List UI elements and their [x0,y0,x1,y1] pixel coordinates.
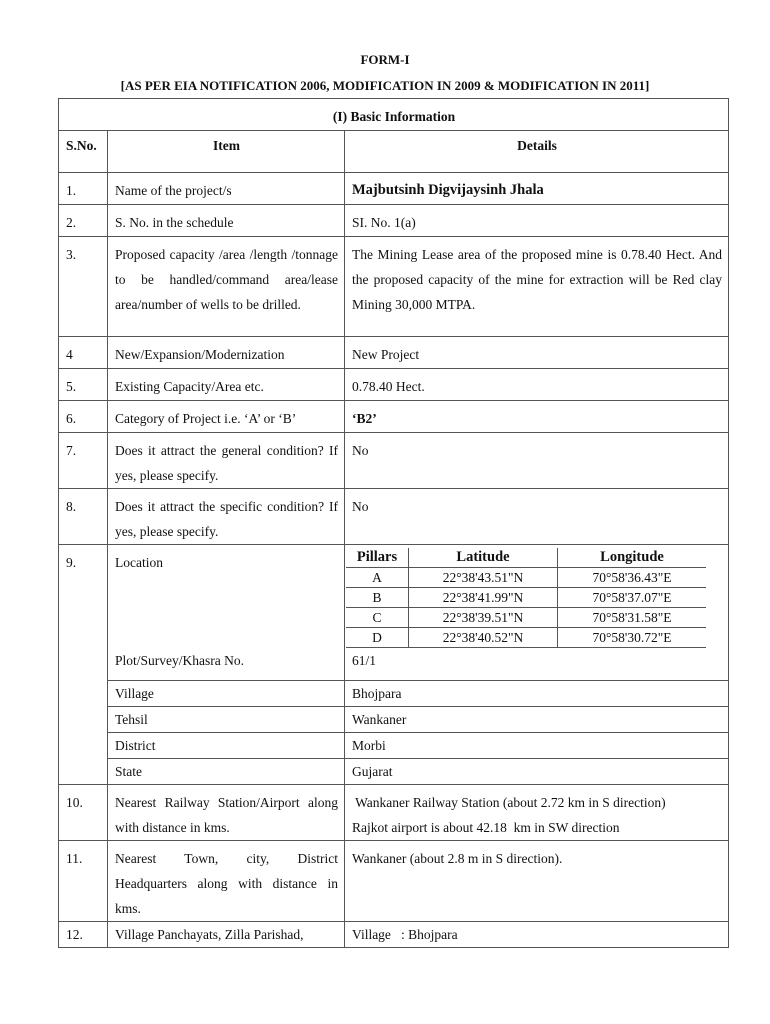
row-item: Does it attract the specific condition? If yes, please specify. [108,489,345,545]
row-sno: 8. [59,489,108,545]
row-item: Location [108,545,345,649]
row-item: Plot/Survey/Khasra No. [108,648,345,680]
pillar-latitude: 22°38'40.52"N [409,628,558,648]
row-details: Bhojpara [345,680,729,706]
header-details: Details [345,131,729,173]
row-details: New Project [345,337,729,369]
pillar-longitude: 70°58'37.07"E [558,588,707,608]
table-row [59,732,729,758]
row-sno: 7. [59,433,108,489]
row-item: Does it attract the general condition? If yes, please specify. [108,433,345,489]
row-details-cell [345,784,729,840]
form-subtitle: [AS PER EIA NOTIFICATION 2006, MODIFICATION IN 2009 & MODIFICATION IN 2011] [120,78,650,93]
row-item: District [108,732,345,758]
row-details: Gujarat [345,758,729,784]
row-item: Proposed capacity /area /length /tonnage to be handled/command area/lease area/number of wells to be drilled. [108,237,345,337]
row-sno: 5. [59,369,108,401]
row-details: SI. No. 1(a) [345,205,729,237]
pillar-label: C [346,608,409,628]
table-row [59,784,729,840]
row-sno: 9. [59,545,108,785]
table-row [59,648,729,680]
row-sno: 1. [59,173,108,205]
pillar-row [346,628,706,648]
row-item: State [108,758,345,784]
table-row [59,758,729,784]
row-sno: 4 [59,337,108,369]
table-row [59,921,729,947]
row-sno: 2. [59,205,108,237]
pillar-latitude: 22°38'43.51"N [409,568,558,588]
pillar-row [346,588,706,608]
row-details: The Mining Lease area of the proposed mine is 0.78.40 Hect. And the proposed capacity of the mine for extraction will be Red clay Mining 30,000 MTPA. [345,237,729,337]
pillar-label: D [346,628,409,648]
row-sno: 6. [59,401,108,433]
project-name: Majbutsinh Digvijaysinh Jhala [345,173,729,205]
row-sno: 12. [59,921,108,947]
table-row [59,706,729,732]
pillar-coordinates-table [346,548,706,648]
table-row [59,489,729,545]
project-category: ‘B2’ [345,401,729,433]
row-sno: 10. [59,784,108,840]
row-details: Wankaner [345,706,729,732]
row-item: Category of Project i.e. ‘A’ or ‘B’ [108,401,345,433]
table-row [59,173,729,205]
row-sno: 3. [59,237,108,337]
pillar-longitude: 70°58'30.72"E [558,628,707,648]
row-item: New/Expansion/Modernization [108,337,345,369]
row-details: Wankaner (about 2.8 m in S direction). [345,840,729,921]
row-item: Village [108,680,345,706]
table-row [59,401,729,433]
row-item: Existing Capacity/Area etc. [108,369,345,401]
header-pillars: Pillars [346,548,409,568]
table-row [59,337,729,369]
nearest-airport: Rajkot airport is about 42.18 km in SW direction [352,819,620,835]
table-row [59,433,729,489]
table-row [59,237,729,337]
row-details: 61/1 [345,648,729,680]
form-title: FORM-I [360,52,410,67]
row-item: Name of the project/s [108,173,345,205]
table-row [59,840,729,921]
header-longitude: Longitude [558,548,707,568]
header-latitude: Latitude [409,548,558,568]
header-item: Item [108,131,345,173]
row-item: Village Panchayats, Zilla Parishad, [108,921,345,947]
table-row [59,545,729,649]
pillar-longitude: 70°58'36.43"E [558,568,707,588]
row-details: No [345,433,729,489]
row-details: 0.78.40 Hect. [345,369,729,401]
row-item: Nearest Railway Station/Airport along with distance in kms. [108,784,345,840]
basic-information-table [58,98,729,948]
header-sno: S.No. [59,131,108,173]
row-details: Village : Bhojpara [345,921,729,947]
pillar-latitude: 22°38'39.51"N [409,608,558,628]
pillar-longitude: 70°58'31.58"E [558,608,707,628]
pillar-label: B [346,588,409,608]
location-cell [345,545,729,649]
row-item: Nearest Town, city, District Headquarters along with distance in kms. [108,840,345,921]
pillar-row [346,608,706,628]
pillar-label: A [346,568,409,588]
pillar-latitude: 22°38'41.99"N [409,588,558,608]
table-row [59,680,729,706]
row-details: Morbi [345,732,729,758]
row-item: S. No. in the schedule [108,205,345,237]
table-row [59,369,729,401]
nearest-railway: Wankaner Railway Station (about 2.72 km in S direction) [352,794,666,810]
table-row [59,205,729,237]
row-sno: 11. [59,840,108,921]
row-details: No [345,489,729,545]
pillar-row [346,568,706,588]
table-caption: (I) Basic Information [59,99,729,131]
row-item: Tehsil [108,706,345,732]
